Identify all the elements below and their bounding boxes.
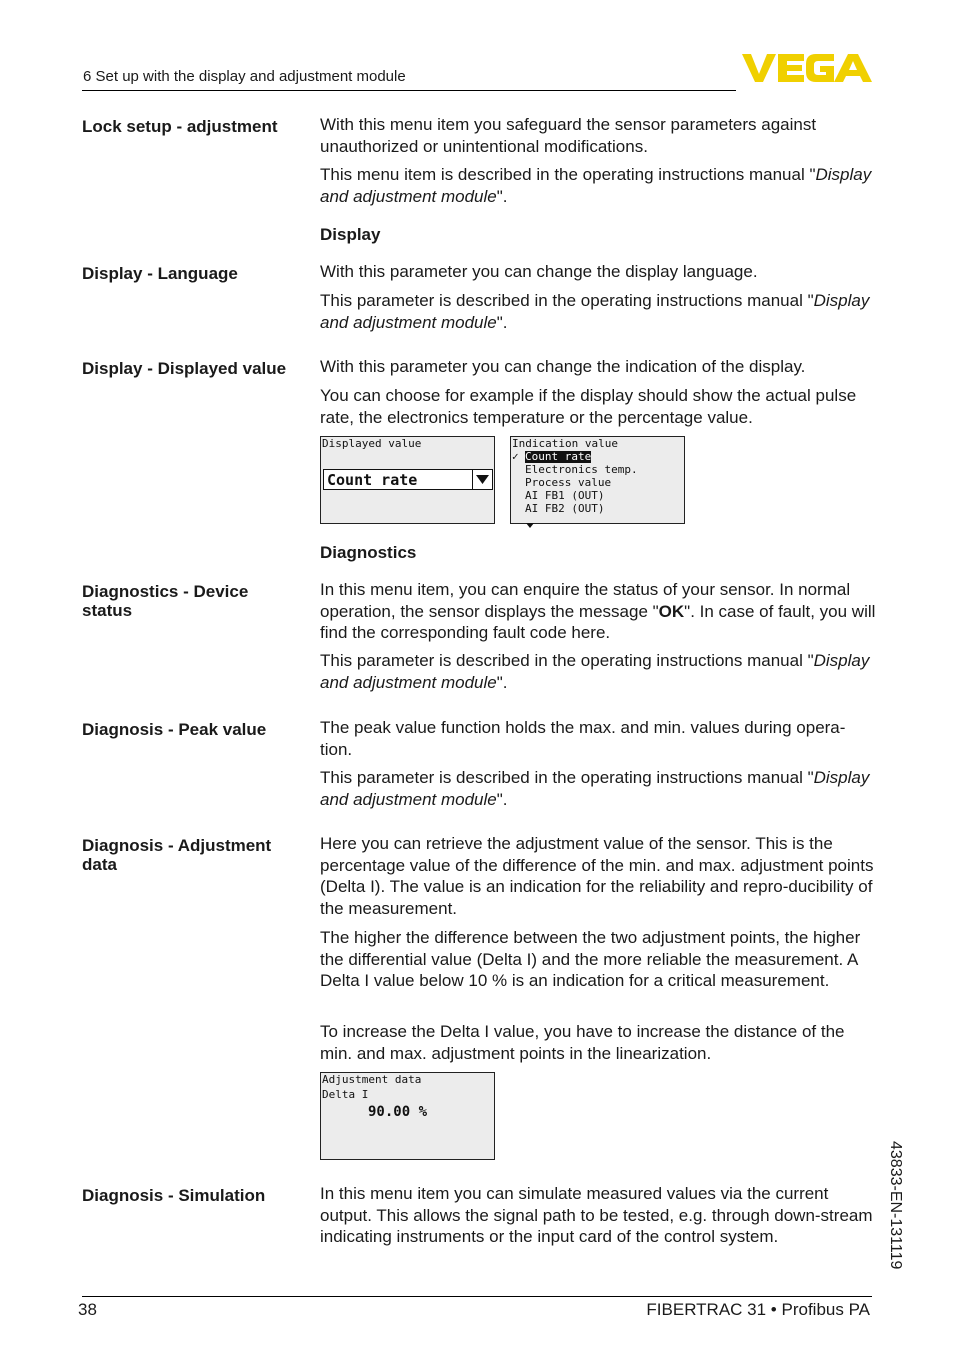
adjustment-data-desc: Here you can retrieve the adjustment value of the sensor. This is the percentage value of the difference of the min. and max. adjustment points (Delta I). The value is an indication for the reliability and repro-ducibility of the measurement. xyxy=(320,834,874,918)
display-language-ref: This parameter is described in the operating instructions manual "Display and adjustment module". xyxy=(320,291,870,332)
dropdown-arrow-icon[interactable] xyxy=(472,470,492,489)
section-header: 6 Set up with the display and adjustment module xyxy=(83,68,406,85)
option-selected[interactable]: Count rate xyxy=(525,450,592,463)
select-value: Count rate xyxy=(327,471,418,489)
device-status-ref: This parameter is described in the operating instructions manual "Display and adjustment module". xyxy=(320,651,870,692)
device-status-desc: In this menu item, you can enquire the status of your sensor. In normal operation, the sensor displays the message "OK". In case of fault, you will find the corresponding fault code here. xyxy=(320,580,876,642)
label-displayed-value: Display - Displayed value xyxy=(82,359,287,378)
option[interactable]: Process value xyxy=(525,476,612,489)
simulation-desc: In this menu item you can simulate measured values via the current output. This allows the signal path to be tested, e.g. through down-stream indicating instruments or the input card of the control system. xyxy=(320,1184,873,1246)
option[interactable]: AI FB2 (OUT) xyxy=(525,502,605,515)
lcd-title: Displayed value xyxy=(322,437,422,450)
page-number: 38 xyxy=(78,1300,97,1319)
label-lock-setup: Lock setup - adjustment xyxy=(82,117,278,136)
adjustment-data-detail: The higher the difference between the two adjustment points, the higher the differential value (Delta I) and the more reliable the measurement. A Delta I value below 10 % is an indication for a critical measurement. xyxy=(320,928,861,990)
option[interactable]: AI FB1 (OUT) xyxy=(525,489,605,502)
lcd-displayed-value xyxy=(320,436,495,524)
option[interactable]: Electronics temp. xyxy=(525,463,638,476)
heading-display: Display xyxy=(320,225,381,244)
label-peak-value: Diagnosis - Peak value xyxy=(82,720,267,739)
label-display-language: Display - Language xyxy=(82,264,238,283)
label-adjustment-data: Diagnosis - Adjustment data xyxy=(82,836,272,874)
lock-setup-desc: With this menu item you safeguard the sensor parameters against unauthorized or unintentional modifications. xyxy=(320,115,817,156)
vega-logo xyxy=(742,52,874,89)
lcd-label: Delta I xyxy=(322,1088,369,1101)
display-language-desc: With this parameter you can change the display language. xyxy=(320,262,758,281)
lcd-indication-value xyxy=(510,436,685,524)
document-id: 43833-EN-131119 xyxy=(887,1141,904,1270)
peak-value-desc: The peak value function holds the max. and min. values during opera-tion. xyxy=(320,718,846,759)
delta-i-value: 90.00 % xyxy=(368,1104,428,1120)
lcd-adjustment-data xyxy=(320,1072,495,1160)
label-simulation: Diagnosis - Simulation xyxy=(82,1186,266,1205)
lock-setup-ref: This menu item is described in the operating instructions manual "Display and adjustment module". xyxy=(320,165,872,206)
product-name: FIBERTRAC 31 • Profibus PA xyxy=(646,1300,870,1319)
heading-diagnostics: Diagnostics xyxy=(320,543,417,562)
header-divider xyxy=(82,90,736,91)
label-device-status: Diagnostics - Device status xyxy=(82,582,249,620)
footer-divider xyxy=(82,1296,872,1297)
displayed-value-desc: With this parameter you can change the indication of the display. xyxy=(320,357,806,376)
lcd-title: Indication value xyxy=(512,437,618,450)
displayed-value-select[interactable] xyxy=(323,469,493,490)
scroll-down-icon[interactable] xyxy=(525,514,535,533)
adjustment-data-hint: To increase the Delta I value, you have to increase the distance of the min. and max. adjustment points in the linearization. xyxy=(320,1022,845,1063)
peak-value-ref: This parameter is described in the operating instructions manual "Display and adjustment module". xyxy=(320,768,870,809)
displayed-value-detail: You can choose for example if the display should show the actual pulse rate, the electronics temperature or the percentage value. xyxy=(320,386,857,427)
lcd-title: Adjustment data xyxy=(322,1073,422,1086)
check-icon: ✓ xyxy=(512,450,519,463)
